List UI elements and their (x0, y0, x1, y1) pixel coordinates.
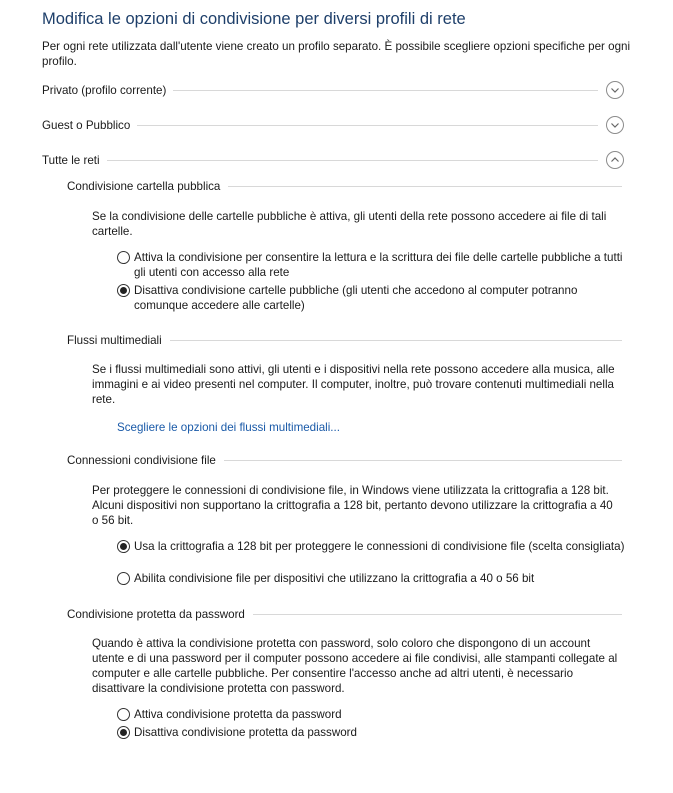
media-options-link[interactable]: Scegliere le opzioni dei flussi multimediali... (117, 421, 340, 434)
profile-guest-public-label: Guest o Pubblico (42, 118, 131, 132)
section-heading: Condivisione protetta da password (67, 607, 245, 621)
option-label: Abilita condivisione file per dispositivi che utilizzano la crittografia a 40 o 56 bit (134, 572, 535, 585)
encryption-40-56-option[interactable] (117, 571, 627, 586)
section-heading: Flussi multimediali (67, 333, 162, 347)
section-media-header (67, 332, 622, 348)
divider (107, 160, 598, 161)
divider (224, 460, 622, 461)
divider (170, 340, 622, 341)
expand-chevron-icon[interactable] (606, 81, 624, 99)
radio-button[interactable] (117, 572, 130, 585)
divider (173, 90, 598, 91)
section-password-header (67, 606, 622, 622)
radio-button[interactable] (117, 284, 130, 297)
option-label: Attiva la condivisione per consentire la lettura e la scrittura dei file delle cartelle pubbliche a tutti gli utenti con accesso alla rete (134, 251, 623, 279)
radio-button[interactable] (117, 708, 130, 721)
radio-button[interactable] (117, 251, 130, 264)
public-folder-enable-option[interactable] (117, 250, 627, 280)
profile-guest-public[interactable] (42, 113, 624, 137)
section-file-sharing-header (67, 452, 622, 468)
divider (228, 186, 622, 187)
divider (137, 125, 598, 126)
collapse-chevron-icon[interactable] (606, 151, 624, 169)
password-enable-option[interactable] (117, 707, 627, 722)
radio-button[interactable] (117, 540, 130, 553)
public-folder-description: Se la condivisione delle cartelle pubbliche è attiva, gli utenti della rete possono accedere ai file di tali cartelle. (92, 210, 607, 238)
option-label: Disattiva condivisione cartelle pubbliche (gli utenti che accedono al computer potranno comunque accedere alle cartelle) (134, 284, 578, 312)
option-label: Attiva condivisione protetta da password (134, 708, 342, 721)
radio-button[interactable] (117, 726, 130, 739)
profile-private[interactable] (42, 78, 624, 102)
password-disable-option[interactable] (117, 725, 627, 740)
public-folder-disable-option[interactable] (117, 283, 627, 313)
page-title: Modifica le opzioni di condivisione per diversi profili di rete (42, 10, 466, 28)
section-public-folder-header (67, 178, 622, 194)
option-label: Usa la crittografia a 128 bit per proteggere le connessioni di condivisione file (scelta consigliata) (134, 540, 625, 553)
section-heading: Condivisione cartella pubblica (67, 179, 221, 193)
media-description: Se i flussi multimediali sono attivi, gli utenti e i dispositivi nella rete possono accedere alla musica, alle immagini e ai video presenti nel computer. Il computer, inoltre, può trovare contenuti multimediali nella rete. (92, 363, 615, 406)
encryption-128-option[interactable] (117, 539, 627, 554)
password-description: Quando è attiva la condivisione protetta con password, solo coloro che dispongono di un account utente e di una password per il computer possono accedere ai file condivisi, alle stampanti collegate al computer e alle cartelle pubbliche. Per consentire l'accesso anche ad altri utenti, è necessario disattivare la condivisione protetta con password. (92, 637, 618, 695)
option-label: Disattiva condivisione protetta da password (134, 726, 357, 739)
profile-all-networks[interactable] (42, 148, 624, 172)
page-intro: Per ogni rete utilizzata dall'utente viene creato un profilo separato. È possibile scegliere opzioni specifiche per ogni profilo. (42, 40, 631, 68)
file-sharing-description: Per proteggere le connessioni di condivisione file, in Windows viene utilizzata la crittografia a 128 bit. Alcuni dispositivi non supportano la crittografia a 128 bit, pertanto devono utilizzare la crittografia a 40 o 56 bit. (92, 484, 613, 527)
profile-all-networks-label: Tutte le reti (42, 153, 100, 167)
divider (253, 614, 622, 615)
expand-chevron-icon[interactable] (606, 116, 624, 134)
profile-private-label: Privato (profilo corrente) (42, 83, 167, 97)
section-heading: Connessioni condivisione file (67, 453, 216, 467)
